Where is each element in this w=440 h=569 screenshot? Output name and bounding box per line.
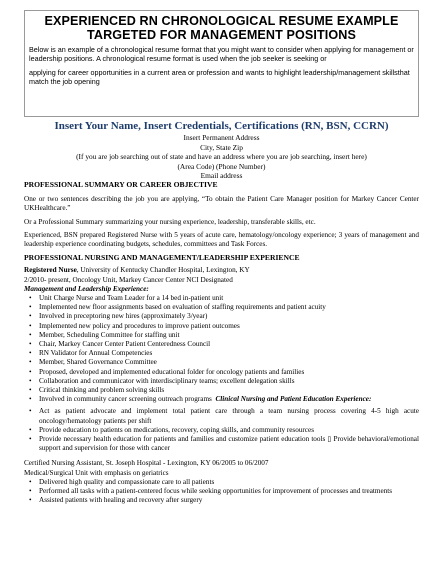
list-item: • Delivered high quality and compassionate care to all patients [29,477,215,486]
list-item: • Involved in preceptoring new hires (approximately 3/year) [29,312,208,321]
job1-subheading: Management and Leadership Experience: [24,284,149,293]
summary-alt: Or a Professional Summary summarizing your nursing experience, leadership, transferable skills, etc. [24,217,316,226]
page-title: EXPERIENCED RN CHRONOLOGICAL RESUME EXAMPLE [44,14,399,28]
list-item: • Assisted patients with healing and recovery after surgery [29,496,203,505]
email-line: Email address [200,171,243,181]
summary-objective: One or two sentences describing the job you are applying, “To obtain the Patient Care Manager position for Markey Cancer Center UKHealthcare.” [24,195,419,213]
list-item: • Involved in community cancer screening outreach programs Clinical Nursing and Patient Education Experience: [29,395,372,404]
list-item: • Act as patient advocate and implement total patient care through a team nursing process covering 4-5 high acute oncology/hematology patients per shift [29,407,419,425]
city-line: City, State Zip [200,142,243,152]
list-item: • Critical thinking and problem solving skills [29,386,165,395]
summary-heading: PROFESSIONAL SUMMARY OR CAREER OBJECTIVE [24,180,218,189]
job1-dates: 2/2010- present, Oncology Unit, Markey Cancer Center NCI Designated [24,275,233,284]
intro-paragraph-2: applying for career opportunities in a current area or profession and wants to highlight leadership/management skillsthat match the job opening [29,67,410,86]
address-line: Insert Permanent Address [183,133,260,142]
job2-bullet-list [24,478,419,506]
list-item: • Performed all tasks with a patient-centered focus while seeking opportunities for improvement of processes and treatments [29,487,393,496]
list-item: • Member, Shared Governance Committee [29,358,157,367]
job1-header [24,266,419,275]
list-item: • RN Validator for Annual Competencies [29,349,153,358]
list-item: • Provide education to patients on medications, recovery, coping skills, and community resources [29,425,314,434]
summary-text: Experienced, BSN prepared Registered Nurse with 5 years of acute care, hematology/oncology experience; 3 years of management and leadership experience coordinating budgets, schedules, committees and Task Forces. [24,230,419,249]
list-item: • Implemented new policy and procedures to improve patient outcomes [29,321,240,330]
page-subtitle: TARGETED FOR MANAGEMENT POSITIONS [87,28,356,42]
list-item: • Member, Scheduling Committee for staffing unit [29,330,180,339]
job1-employer: , University of Kentucky Chandler Hospital, Lexington, KY [76,266,250,275]
list-item: • Provide necessary health education for patients and families and customize patient education tools ▯ Provide behavioral/emotional support and supervision for those with cancer [29,435,419,453]
job2-unit: Medical/Surgical Unit with emphasis on geriatrics [24,468,169,477]
resume-body [24,180,419,506]
list-item: • Collaboration and communicator with interdisciplinary teams; excellent delegation skills [29,376,295,385]
job1-title: Registered Nurse [24,266,77,275]
list-item: • Unit Charge Nurse and Team Leader for a 14 bed in-patient unit [29,294,224,303]
address-note: (If you are job searching out of state and have an address where you are job searching, insert here) [76,152,367,162]
experience-heading: PROFESSIONAL NURSING AND MANAGEMENT/LEADERSHIP EXPERIENCE [24,253,300,263]
job2-header: Certified Nursing Assistant, St. Joseph Hospital - Lexington, KY 06/2005 to 06/2007 [24,459,269,468]
list-item: • Implemented new floor assignments based on evaluation of staffing requirements and patient acuity [29,303,326,312]
job1-subheading-2: Clinical Nursing and Patient Education Experience: [215,395,372,404]
intro-text [25,45,418,86]
contact-block [24,120,419,181]
job1-clinical-list [24,407,419,453]
phone-line: (Area Code) (Phone Number) [177,161,266,171]
list-item: • Chair, Markey Cancer Center Patient Centeredness Council [29,340,211,349]
list-item: • Proposed, developed and implemented educational folder for oncology patients and families [29,367,305,376]
candidate-name: Insert Your Name, Insert Credentials, Certifications (RN, BSN, CCRN) [54,120,389,132]
intro-paragraph-1: Below is an example of a chronological resume format that you might want to consider when applying for management or leadership positions. A chronological resume format is used when the job seeker is seeking or [29,45,414,64]
header-box [24,10,419,117]
job1-bullet-list [24,294,419,404]
